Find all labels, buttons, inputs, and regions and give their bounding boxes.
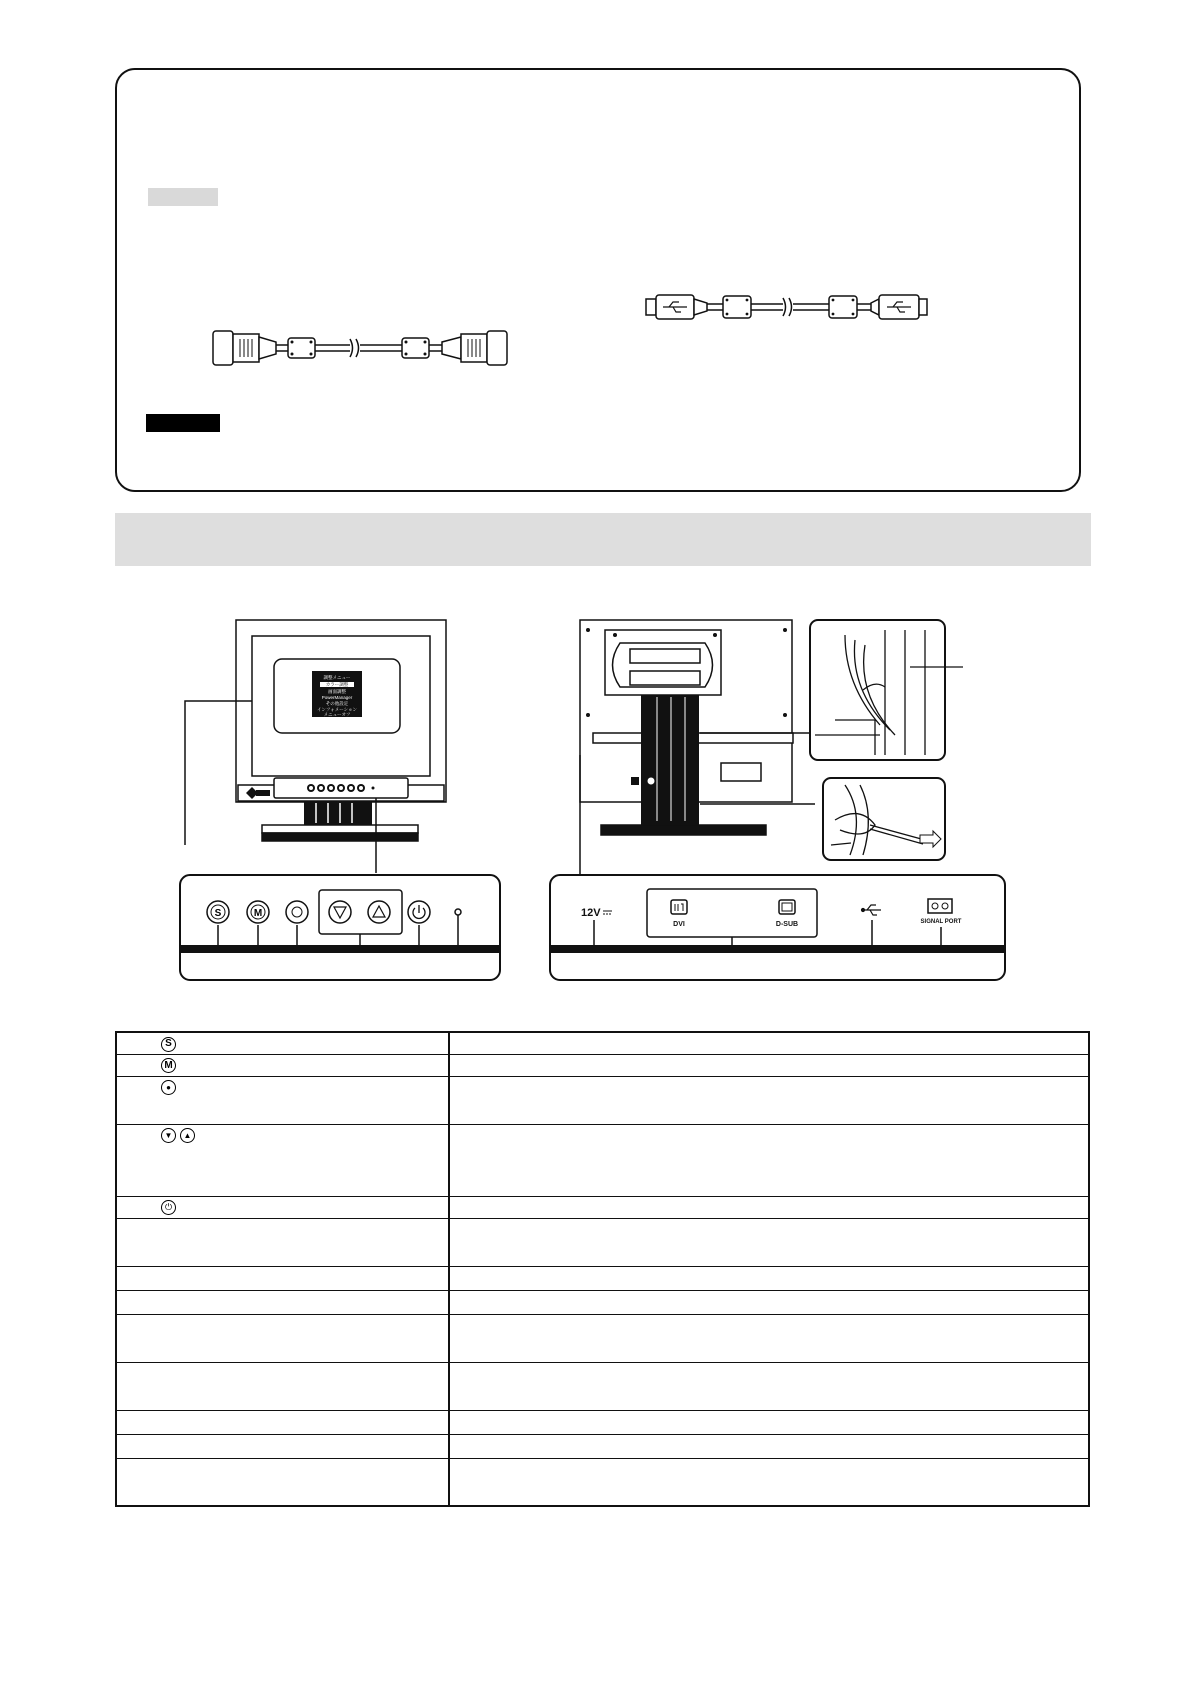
m-button-icon: M — [161, 1058, 176, 1073]
table-cell — [116, 1458, 449, 1506]
osd-menu-item: PowerManager — [321, 695, 353, 700]
table-cell — [116, 1218, 449, 1266]
dsub-label: D-SUB — [775, 921, 799, 928]
s-button-icon: S — [161, 1037, 176, 1052]
table-cell — [116, 1314, 449, 1362]
section-heading-band — [115, 513, 1091, 566]
table-cell — [116, 1076, 449, 1124]
table-cell — [449, 1124, 1089, 1196]
controls-function-table — [115, 1031, 1090, 1507]
down-button-icon: ▼ — [161, 1128, 176, 1143]
table-cell — [449, 1054, 1089, 1076]
usb-cable-illustration — [643, 290, 933, 324]
table-row — [116, 1410, 1089, 1434]
accessory-frame — [115, 68, 1081, 492]
table-cell — [449, 1266, 1089, 1290]
power-input-label: 12V — [581, 907, 601, 919]
signal-port-label: SIGNAL PORT — [920, 919, 962, 925]
table-cell — [449, 1076, 1089, 1124]
table-row — [116, 1124, 1089, 1196]
table-cell — [116, 1266, 449, 1290]
power-button-icon: ⏻ — [161, 1200, 176, 1215]
table-row — [116, 1362, 1089, 1410]
table-cell — [449, 1362, 1089, 1410]
osd-menu-item: カラー調整 — [325, 682, 349, 687]
table-cell — [116, 1124, 449, 1196]
osd-menu-item: インフォメーション — [316, 707, 358, 712]
table-cell — [116, 1410, 449, 1434]
table-row — [116, 1054, 1089, 1076]
table-row — [116, 1290, 1089, 1314]
table-cell — [116, 1290, 449, 1314]
monitor-rear-illustration — [545, 615, 1015, 985]
table-row — [116, 1218, 1089, 1266]
table-cell — [449, 1290, 1089, 1314]
table-cell — [449, 1196, 1089, 1218]
osd-menu-item: 調整メニュー — [323, 675, 351, 680]
signal-port-icon — [928, 899, 952, 913]
osd-menu-item: メニューオフ — [323, 712, 351, 717]
table-cell — [449, 1314, 1089, 1362]
table-cell — [449, 1458, 1089, 1506]
dvi-port-icon — [671, 900, 687, 914]
table-row — [116, 1266, 1089, 1290]
monitor-front-illustration — [170, 615, 510, 985]
signal-cable-illustration — [210, 325, 510, 371]
svg-text:M: M — [253, 908, 263, 919]
osd-menu-item: その他設定 — [325, 701, 349, 706]
table-cell — [116, 1362, 449, 1410]
table-row — [116, 1032, 1089, 1054]
table-cell — [116, 1434, 449, 1458]
table-row — [116, 1196, 1089, 1218]
table-cell — [116, 1054, 449, 1076]
svg-text:S: S — [214, 908, 222, 919]
osd-menu-item: 画面調整 — [328, 689, 346, 694]
table-cell — [116, 1196, 449, 1218]
table-row — [116, 1458, 1089, 1506]
note-label — [148, 188, 218, 206]
table-cell — [449, 1410, 1089, 1434]
attention-label — [146, 414, 220, 432]
table-cell — [449, 1032, 1089, 1054]
enter-button-icon: ● — [161, 1080, 176, 1095]
table-cell — [449, 1218, 1089, 1266]
table-row — [116, 1076, 1089, 1124]
table-cell — [116, 1032, 449, 1054]
table-cell — [449, 1434, 1089, 1458]
table-row — [116, 1434, 1089, 1458]
dvi-label: DVI — [673, 921, 685, 928]
table-row — [116, 1314, 1089, 1362]
dsub-port-icon — [779, 900, 795, 914]
up-button-icon: ▲ — [180, 1128, 195, 1143]
